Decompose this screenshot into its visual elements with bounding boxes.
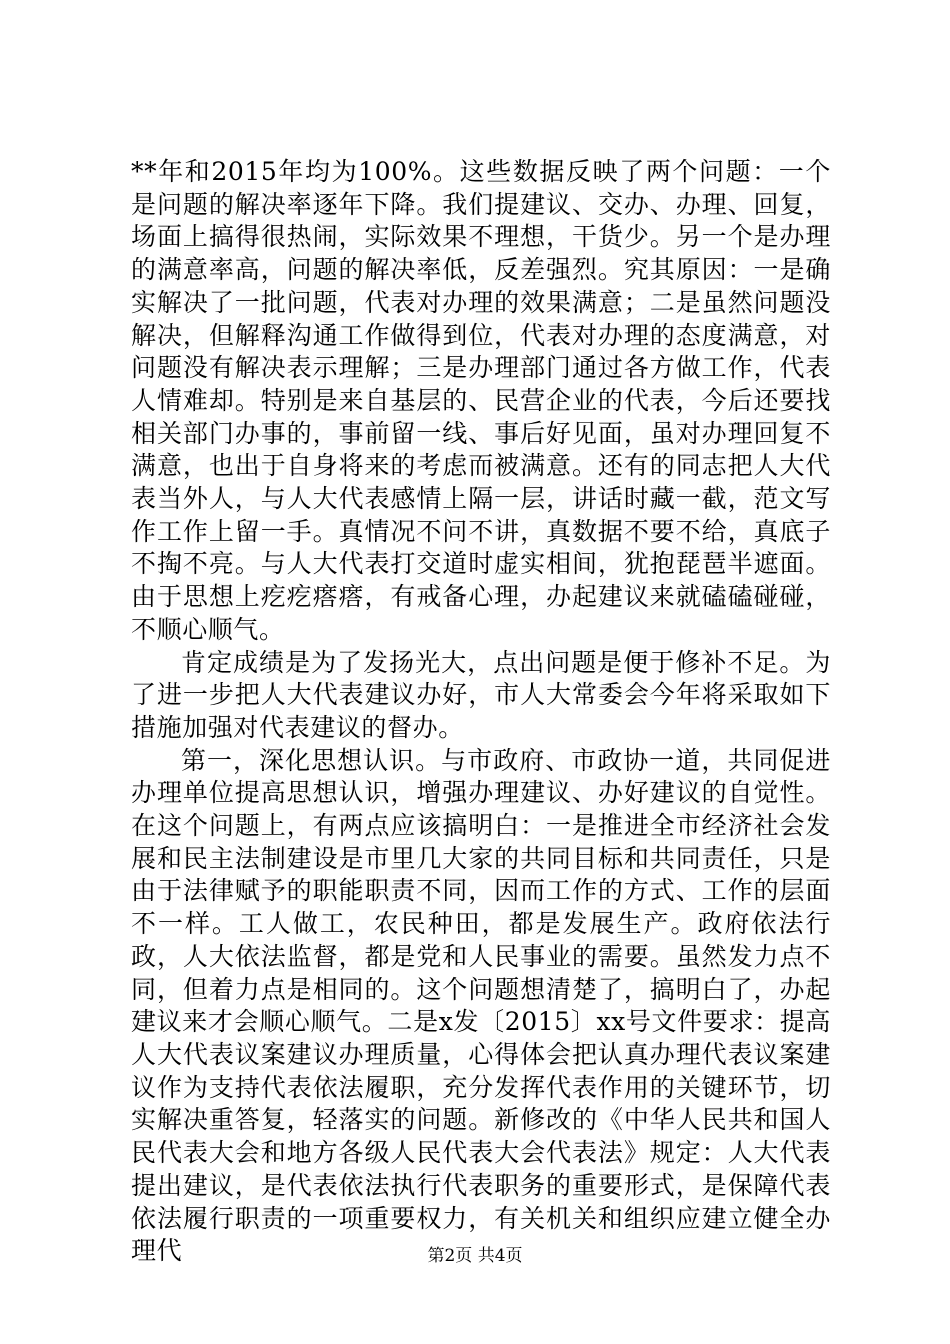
paragraph-3: 第一，深化思想认识。与市政府、市政协一道，共同促进办理单位提高思想认识，增强办理建议、办好建议的自觉性。在这个问题上，有两点应该搞明白：一是推进全市经济社会发展和民主法制建设是市里几大家的共同目标和共同责任，只是由于法律赋予的职能职责不同，因而工作的方式、工作的层面不一样。工人做工，农民种田，都是发展生产。政府依法行政，人大依法监督，都是党和人民事业的需要。虽然发力点不同，但着力点是相同的。这个问题想清楚了，搞明白了，办起建议来才会顺心顺气。二是x发〔2015〕xx号文件要求：提高人大代表议案建议办理质量，心得体会把认真办理代表议案建议作为支持代表依法履职，充分发挥代表作用的关键环节，切实解决重答复，轻落实的问题。新修改的《中华人民共和国人民代表大会和地方各级人民代表大会代表法》规定：人大代表提出建议，是代表依法执行代表职务的重要形式，是保障代表依法履行职责的一项重要权力，有关机关和组织应建立健全办理代 — [131, 745, 831, 1266]
paragraph-1: **年和2015年均为100%。这些数据反映了两个问题：一个是问题的解决率逐年下降。我们提建议、交办、办理、回复，场面上搞得很热闹，实际效果不理想，干货少。另一个是办理的满意率高，问题的解决率低，反差强烈。究其原因：一是确实解决了一批问题，代表对办理的效果满意；二是虽然问题没解决，但解释沟通工作做得到位，代表对办理的态度满意，对问题没有解决表示理解；三是办理部门通过各方做工作，代表人情难却。特别是来自基层的、民营企业的代表，今后还要找相关部门办事的，事前留一线、事后好见面，虽对办理回复不满意，也出于自身将来的考虑而被满意。还有的同志把人大代表当外人，与人大代表感情上隔一层，讲话时藏一截，范文写作工作上留一手。真情况不问不讲，真数据不要不给，真底子不掏不亮。与人大代表打交道时虚实相间，犹抱琵琶半遮面。由于思想上疙疙瘩瘩，有戒备心理，办起建议来就磕磕碰碰，不顺心顺气。 — [131, 157, 831, 644]
paragraph-2: 肯定成绩是为了发扬光大，点出问题是便于修补不足。为了进一步把人大代表建议办好，市人大常委会今年将采取如下措施加强对代表建议的督办。 — [131, 647, 831, 742]
page-footer: 第2页 共4页 — [427, 1246, 523, 1266]
body-text — [131, 156, 831, 1268]
